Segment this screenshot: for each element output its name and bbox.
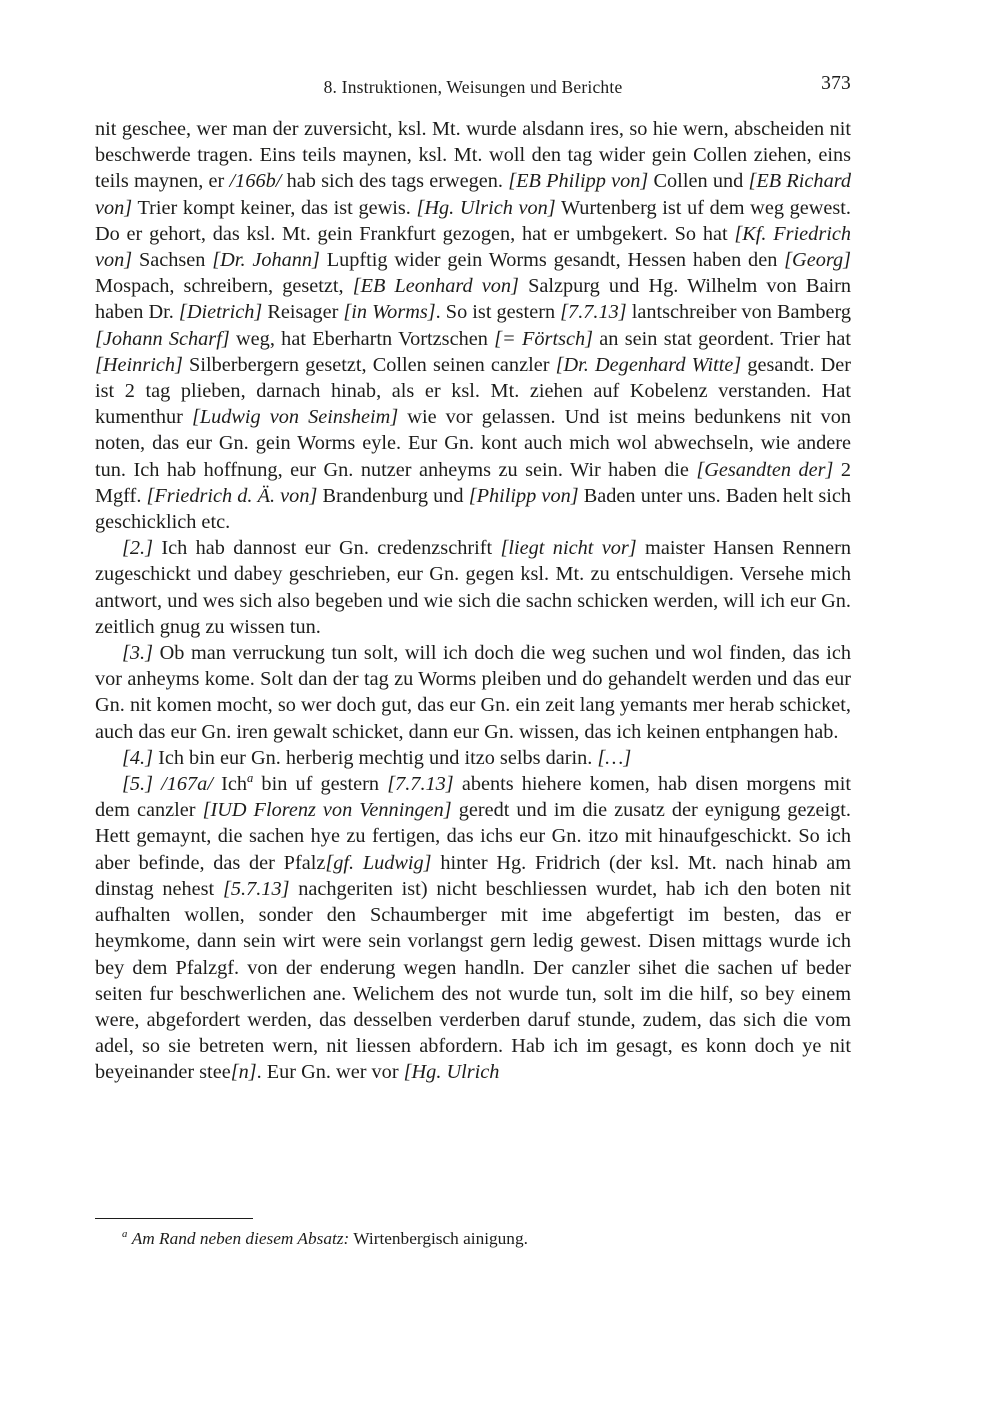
body-text — [95, 116, 851, 1086]
paragraph: [5.] /167a/ Ich$^a$ bin uf gestern [7.7.13] abents hiehere komen, hab disen morgens mit dem canzler [IUD Florenz von Venningen] geredt und im die zusatz der eynigung gezeigt. Hett gemaynt, die sachen hye zu fertigen, das ichs eur Gn. itzo mit hinaufgeschickt. So ich aber befinde, das der Pfalz[gf. Ludwig] hinter Hg. Fridrich (der ksl. Mt. nach hinab am dinstag nehest [5.7.13] nachgeriten ist) nicht beschliessen wurdet, hab ich den boten nit aufhalten wollen, sonder den Schaumberger mit ime abgefertigt im besten, das er heymkome, dann sein wirt were sein vorlangst gern ledig gewest. Disen mittags wurde ich bey dem Pfalzgf. von der enderung wegen handln. Der canzler sihet die sachen uf beder seiten fur beschwerlichen ane. Welichem des not wurde tun, solt im die hilf, so bey einem were, abgefordert werden, das desselben verderben daruf stunde, zudem, das sich die vom adel, so sie betreten wern, nit liessen abfordern. Hab ich im gesagt, es konn doch ye nit beyeinander stee[n]. Eur Gn. wer vor [Hg. Ulrich — [95, 771, 852, 1084]
page-number: 373 — [821, 73, 851, 94]
footnote-area — [95, 1218, 851, 1251]
footnote-rule — [95, 1218, 253, 1219]
paragraph: [3.] Ob man verruckung tun solt, will ich doch die weg suchen und wol finden, das ich vor anheyms kome. Solt dan der tag zu Worms pleiben und do gehandelt werden und das eur Gn. nit komen mocht, so wer doch gut, das eur Gn. ein zeit lang yemants mer herab schicket, auch das eur Gn. iren gewalt schicket, dann eur Gn. wissen, das ich keinen entphangen hab. — [95, 642, 851, 743]
footnote: $^a$ Am Rand neben diesem Absatz: Wirtenbergisch ainigung. — [122, 1228, 528, 1248]
running-header — [95, 73, 851, 98]
paragraph: nit geschee, wer man der zuversicht, ksl. Mt. wurde alsdann ires, so hie wern, abscheiden nit beschwerde tragen. Eins teils maynen, ksl. Mt. woll den tag wider gein Collen ziehen, eins teils maynen, er /166b/ hab sich des tags erwegen. [EB Philipp von] Collen und [EB Richard von] Trier kompt keiner, das ist gewis. [Hg. Ulrich von] Wurtenberg ist uf dem weg gewest. Do er gehort, das ksl. Mt. gein Frankfurt gezogen, hat er umbgekert. So hat [Kf. Friedrich von] Sachsen [Dr. Johann] Lupftig wider gein Worms gesandt, Hessen haben den [Georg] Mospach, schreibern, gesetzt, [EB Leonhard von] Salzpurg und Hg. Wilhelm von Bairn haben Dr. [Dietrich] Reisager [in Worms]. So ist gestern [7.7.13] lantschreiber von Bamberg [Johann Scharf] weg, hat Eberhartn Vortzschen [= Förtsch] an sein stat geordent. Trier hat [Heinrich] Silberbergern gesetzt, Collen seinen canzler [Dr. Degenhard Witte] gesandt. Der ist 2 tag plieben, darnach hinab, als er ksl. Mt. ziehen auf Kobelenz verstanden. Hat kumenthur [Ludwig von Seinsheim] wie vor gelassen. Und ist meins bedunkens nit von noten, das eur Gn. gein Worms eyle. Eur Gn. kont auch mich wol abwechseln, wie andere tun. Ich hab hoffnung, eur Gn. nutzer anheyms zu sein. Wir haben die [Gesandten der] 2 Mgff. [Friedrich d. Ä. von] Brandenburg und [Philipp von] Baden unter uns. Baden helt sich geschicklich etc. — [95, 118, 852, 534]
paragraph: [4.] Ich bin eur Gn. herberig mechtig und itzo selbs darin. […] — [122, 746, 632, 769]
paragraph: [2.] Ich hab dannost eur Gn. credenzschrift [liegt nicht vor] maister Hansen Rennern zugeschickt und dabey geschrieben, eur Gn. gegen ksl. Mt. zu entschuldigen. Versehe mich antwort, und wes sich also begeben und wie sich die sachn schicken werden, will ich eur Gn. zeitlich gnug zu wissen tun. — [95, 537, 852, 638]
running-header-title: 8. Instruktionen, Weisungen und Berichte — [323, 77, 623, 97]
